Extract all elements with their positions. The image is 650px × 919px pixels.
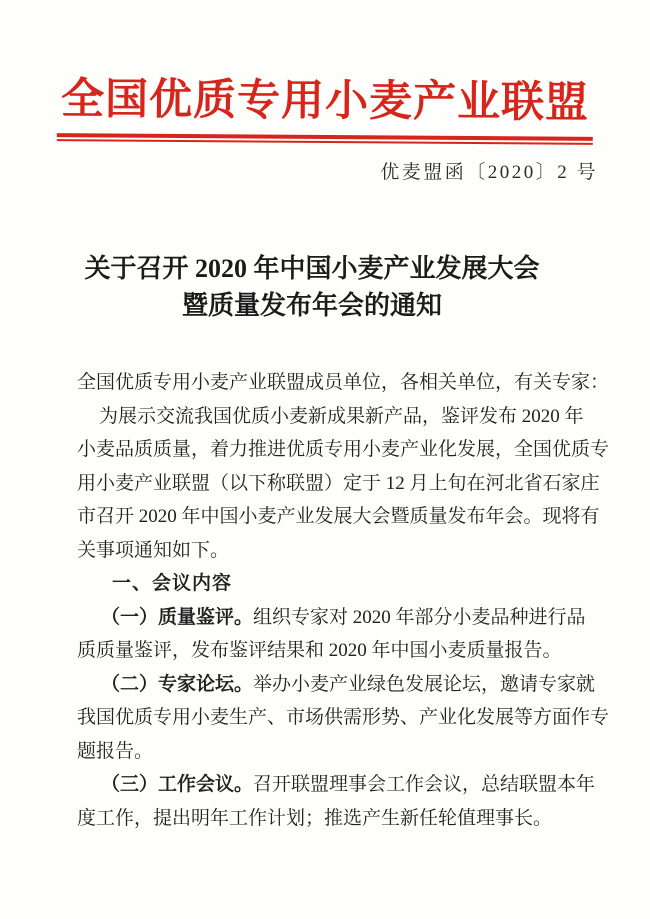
body-line-text: 题报告。 (77, 740, 154, 762)
document-title (0, 250, 637, 324)
section-heading-meeting-content (77, 567, 593, 601)
document-title-line2: 暨质量发布年会的通知 (181, 291, 442, 320)
body-line (77, 467, 600, 501)
body-line-text: 关事项通知如下。 (77, 539, 230, 561)
body-line-bold-label: （二）专家论坛。 (101, 673, 254, 695)
body-line-text: 一、会议内容 (112, 573, 233, 594)
body-line-text: 召开联盟理事会工作会议，总结联盟本年 (253, 774, 596, 795)
body-line-bold-label: （三）工作会议。 (101, 774, 254, 795)
letterhead (0, 72, 650, 146)
body-line-item-1 (77, 601, 593, 635)
body-line-text: 组织专家对 2020 年部分小麦品种进行品 (253, 606, 586, 628)
body-line-text: 用小麦产业联盟（以下称联盟）定于 12 月上旬在河北省石家庄 (77, 472, 600, 494)
document-reference-number: 优麦盟函〔2020〕2 号 (380, 162, 598, 183)
body-line-salutation (77, 366, 610, 400)
body-line-bold-label: （一）质量鉴评。 (101, 606, 254, 628)
body-line (77, 433, 610, 467)
body-line (77, 500, 600, 534)
body-line-text: 质质量鉴评，发布鉴评结果和 2020 年中国小麦质量报告。 (77, 640, 562, 661)
body-line-text: 我国优质专用小麦生产、市场供需形势、产业化发展等方面作专 (77, 707, 610, 728)
document-title-line1: 关于召开 2020 年中国小麦产业发展大会 (84, 254, 540, 283)
body-line-text: 全国优质专用小麦产业联盟成员单位，各相关单位，有关专家： (77, 372, 610, 393)
body-line (77, 534, 593, 568)
divider-thin-line (57, 139, 593, 145)
organization-masthead-title: 全国优质专用小麦产业联盟 (60, 76, 590, 127)
body-line (77, 802, 593, 836)
document-body (77, 366, 610, 835)
body-line (77, 701, 610, 735)
body-line-text: 小麦品质质量，着力推进优质专用小麦产业化发展，全国优质专 (77, 439, 610, 460)
body-line (77, 400, 593, 434)
body-line-item-3 (77, 768, 596, 802)
body-line (77, 634, 593, 668)
body-line-text: 市召开 2020 年中国小麦产业发展大会暨质量发布年会。现将有 (77, 506, 600, 527)
body-line-text: 度工作，提出明年工作计划；推选产生新任轮值理事长。 (77, 807, 553, 829)
letterhead-divider (57, 133, 593, 145)
body-line-text: 举办小麦产业绿色发展论坛，邀请专家就 (253, 673, 596, 695)
body-line (77, 735, 593, 769)
body-line-text: 为展示交流我国优质小麦新成果新产品，鉴评发布 2020 年 (99, 405, 584, 427)
body-line-item-2 (77, 668, 596, 702)
